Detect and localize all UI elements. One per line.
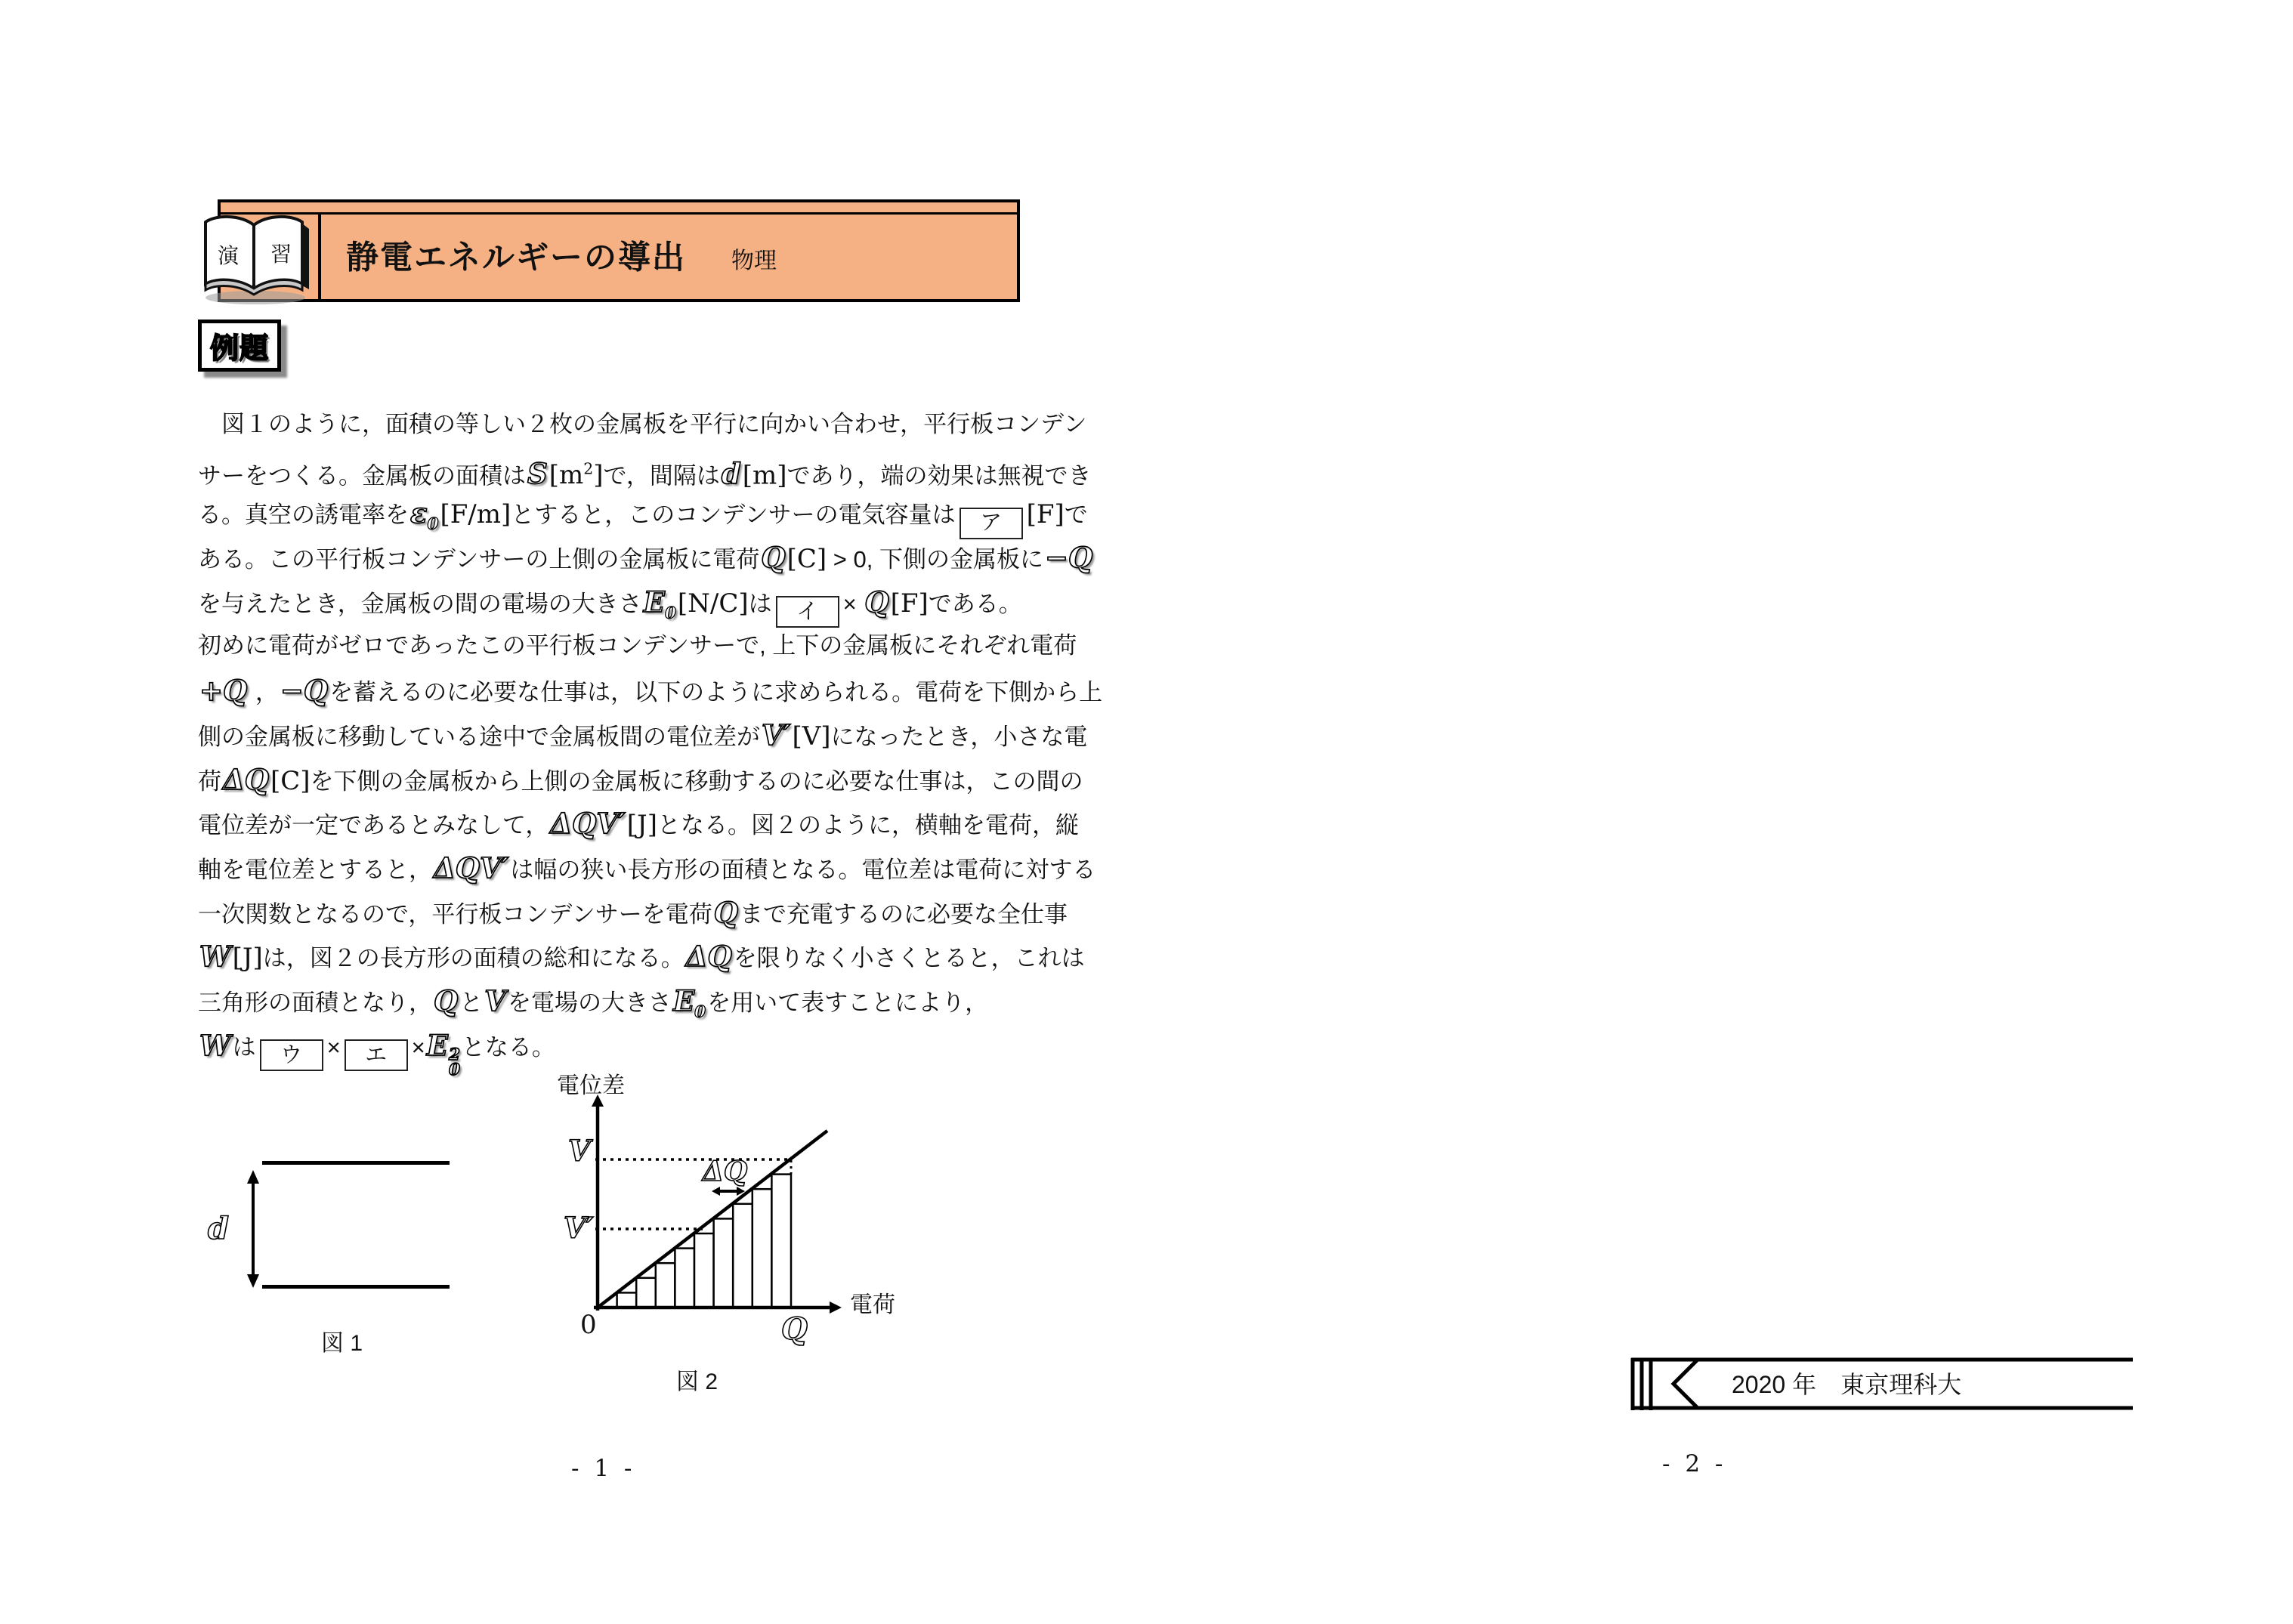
math-variable: −Q <box>280 674 329 708</box>
example-badge <box>198 320 281 372</box>
figure-1-caption: 図 1 <box>321 1331 363 1356</box>
math-variable: +Q <box>199 674 248 708</box>
source-ribbon <box>1624 1352 2153 1424</box>
body-line: Wは ウ × エ ×E 2 0 となる。 <box>199 1028 555 1080</box>
page-2-number: - 2 - <box>1662 1450 1727 1477</box>
banner-divider <box>318 215 321 299</box>
fig2-ylabel: 電位差 <box>557 1073 625 1098</box>
q-label: Q <box>781 1311 808 1347</box>
book-tag-right: 習 <box>270 242 292 266</box>
body-line: 三角形の面積となり，QとVを電場の大きさ$E_0$を用いて表すことにより， <box>198 983 989 1022</box>
math-variable: E 2 0 <box>426 1028 460 1080</box>
subject-label: 物理 <box>731 249 777 274</box>
answer-blank: ウ <box>260 1039 323 1071</box>
riemann-bars <box>617 1175 791 1308</box>
unit-bracket: [F/m] <box>440 499 511 530</box>
example-badge-label: 例題 <box>209 333 269 365</box>
unit-bracket: [J] <box>232 943 263 974</box>
body-line: +Q ，−Qを蓄えるのに必要な仕事は，以下のように求められる。電荷を下側から上 <box>199 674 1103 708</box>
answer-blank: エ <box>345 1039 408 1071</box>
dq-label: ΔQ <box>703 1156 748 1187</box>
body-line: ある。この平行板コンデンサーの上側の金属板に電荷Q[C] > 0, 下側の金属板に−Q <box>198 541 1093 575</box>
unit-bracket: [F] <box>890 588 929 619</box>
body-line: 図１のように，面積の等しい２枚の金属板を平行に向かい合わせ，平行板コンデン <box>198 411 1087 437</box>
body-line: サーをつくる。金属板の面積は$S[m^2]$で，間隔はd[m]であり，端の効果は無視でき <box>198 457 1092 491</box>
answer-blank: イ <box>776 596 839 628</box>
unit-bracket: $[m^2]$ <box>549 459 604 491</box>
banner-top-strip <box>221 202 1017 215</box>
unit-bracket: [m] <box>742 460 787 491</box>
body-line: 一次関数となるので，平行板コンデンサーを電荷Qまで充電するのに必要な全仕事 <box>198 895 1068 929</box>
unit-bracket: [C] <box>270 765 311 796</box>
math-variable: ΔQ <box>685 940 732 974</box>
unit-bracket: [N/C] <box>677 588 749 619</box>
math-variable: Q <box>761 541 786 575</box>
book-tag-left: 演 <box>218 244 239 267</box>
math-variable: −Q <box>1044 541 1093 575</box>
math-variable: ΔQV′ <box>434 851 509 885</box>
math-variable: V′ <box>762 718 791 752</box>
header-banner <box>218 199 1020 302</box>
body-line: W[J]は，図２の長方形の面積の総和になる。ΔQを限りなく小さくとると，これは <box>199 940 1085 974</box>
math-variable: V <box>484 983 506 1017</box>
bottom-plate <box>262 1285 450 1289</box>
math-variable: W <box>199 1028 231 1062</box>
unit-bracket: [F] <box>1026 499 1065 530</box>
math-variable: ΔQV′ <box>550 807 626 841</box>
open-book-icon <box>195 208 313 308</box>
math-variable: S <box>527 457 548 491</box>
answer-blank: ア <box>960 508 1023 539</box>
body-line: を与えたとき，金属板の間の電場の大きさ$E_0[N/C]$は イ × Q[F]である。 <box>198 580 1037 625</box>
page-1-number: - 1 - <box>571 1455 636 1482</box>
vprime-label: V′ <box>564 1211 594 1245</box>
body-line: る。真空の誘電率を$\varepsilon_0[F/m]$とすると，このコンデンサーの電気容量は ア [F]で <box>198 491 1037 536</box>
math-variable: $E_0$ <box>643 585 676 623</box>
ribbon-chevron <box>1673 1360 1697 1407</box>
math-variable: d <box>721 457 741 491</box>
unit-bracket: [J] <box>626 810 657 841</box>
unit-bracket: [V] <box>792 721 831 752</box>
body-text <box>198 403 1103 1080</box>
top-plate <box>262 1161 450 1165</box>
unit-bracket: [C] <box>786 544 827 575</box>
page-title: 静電エネルギーの導出 <box>346 239 686 276</box>
math-variable: Q <box>434 983 459 1017</box>
v-label: V <box>568 1134 591 1168</box>
math-variable: Q <box>713 895 738 929</box>
math-variable: $E_0$ <box>672 983 706 1022</box>
body-line: 荷ΔQ[C]を下側の金属板から上側の金属板に移動するのに必要な仕事は，この間の <box>198 762 1083 796</box>
math-variable: Q <box>864 585 889 619</box>
figure-2-caption: 図 2 <box>676 1369 718 1394</box>
math-variable: $\varepsilon_0$ <box>410 496 439 534</box>
figure-2 <box>521 1061 929 1405</box>
origin-label: 0 <box>580 1310 597 1340</box>
math-variable: W <box>199 940 231 974</box>
body-line: 軸を電位差とすると，ΔQV′は幅の狭い長方形の面積となる。電位差は電荷に対する <box>198 851 1096 885</box>
body-line: 初めに電荷がゼロであったこの平行板コンデンサーで, 上下の金属板にそれぞれ電荷 <box>198 632 1077 659</box>
fig2-xlabel: 電荷 <box>850 1292 895 1317</box>
body-line: 電位差が一定であるとみなして，ΔQV′[J]となる。図２のように，横軸を電荷，縦 <box>198 807 1079 841</box>
source-label: 2020 年 東京理科大 <box>1732 1371 1962 1398</box>
distance-label: d <box>208 1211 229 1246</box>
math-variable: ΔQ <box>223 762 269 796</box>
figure-1 <box>200 1144 472 1375</box>
body-line: 側の金属板に移動している途中で金属板間の電位差がV′[V]になったとき，小さな電 <box>198 718 1088 752</box>
